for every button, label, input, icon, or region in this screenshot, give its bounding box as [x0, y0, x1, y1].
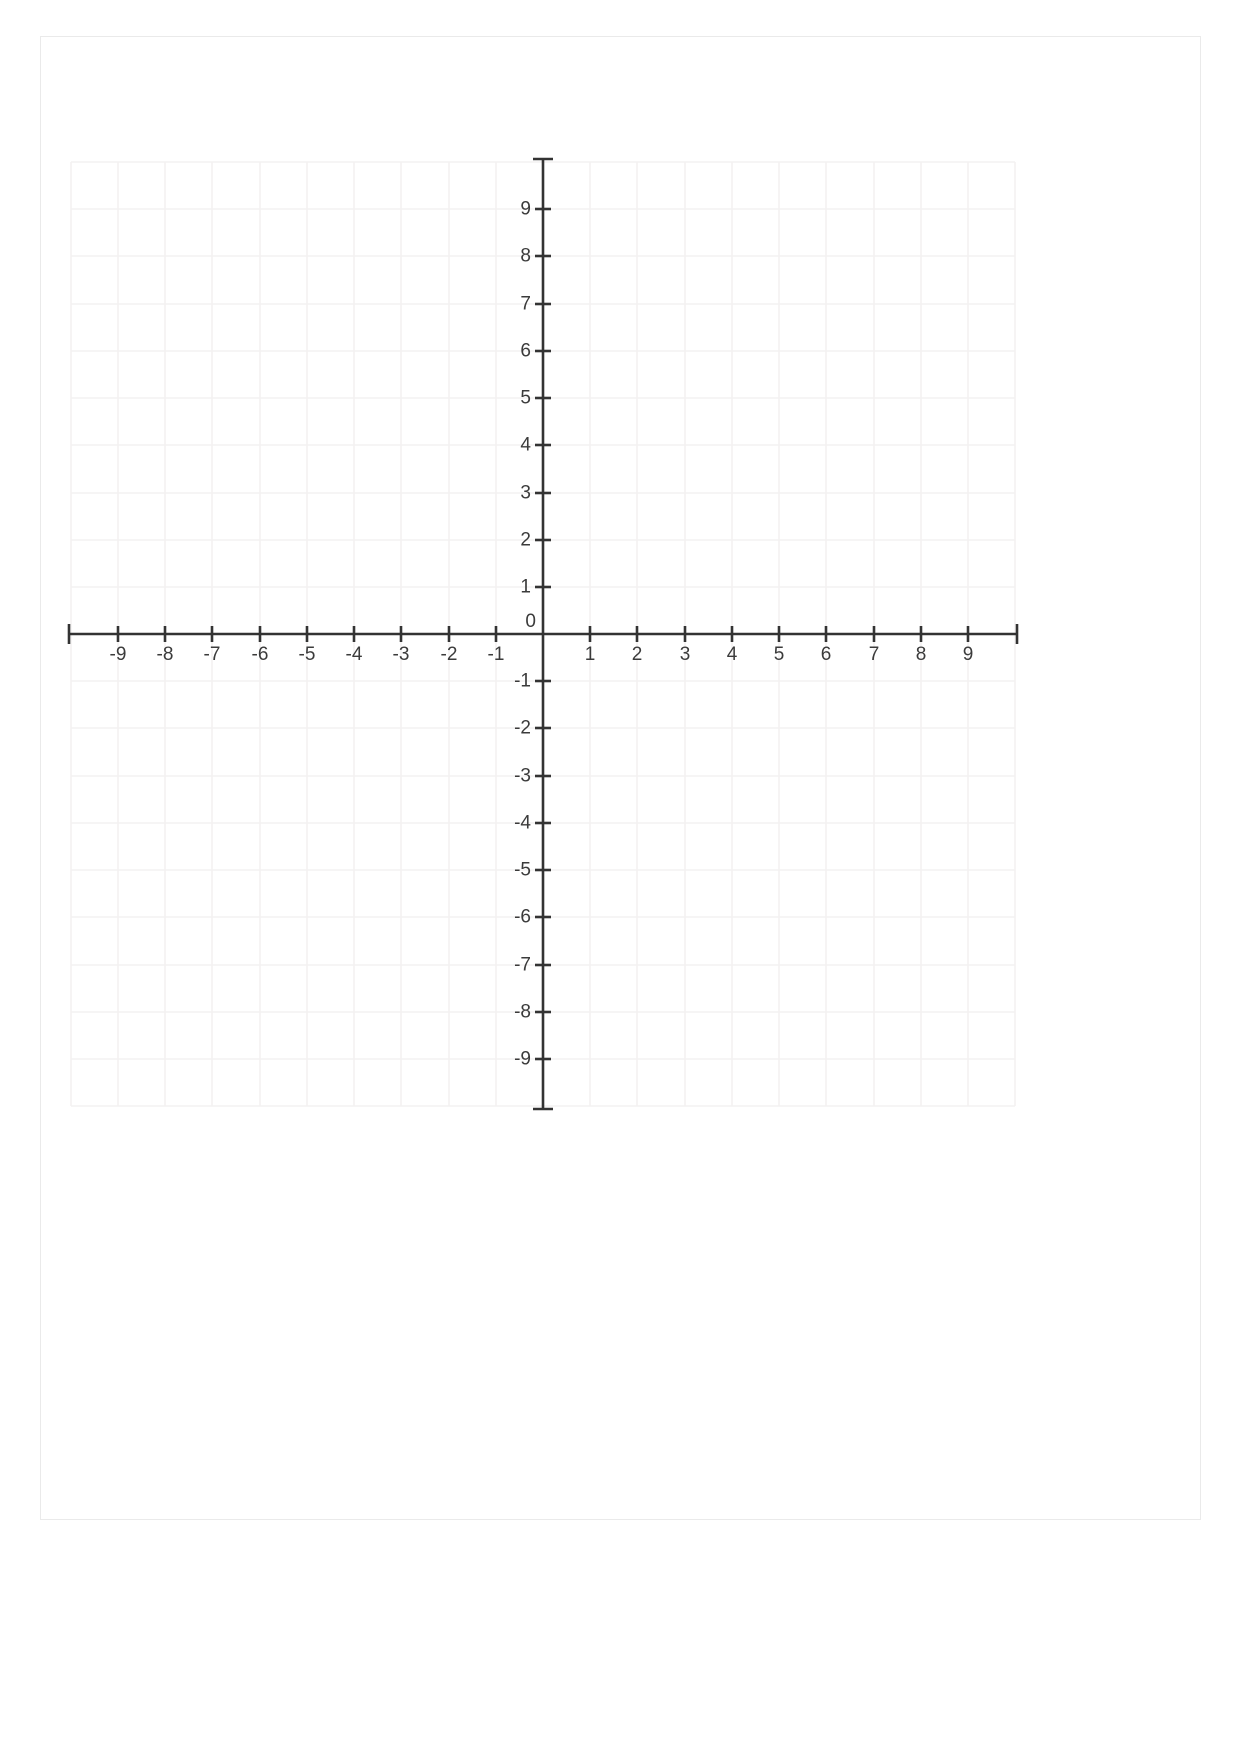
y-tick-label: -8 [514, 1001, 531, 1023]
x-tick-label: -2 [440, 644, 458, 665]
y-tick-label: -1 [514, 670, 531, 692]
x-tick-label: -9 [109, 644, 127, 665]
x-tick-label: 1 [584, 644, 596, 665]
y-tick-label: -5 [514, 859, 531, 881]
origin-label: 0 [525, 611, 536, 632]
y-tick-label: -2 [514, 717, 531, 739]
x-tick-label: 5 [773, 644, 785, 665]
y-tick-label: -7 [514, 954, 531, 976]
y-tick-label: 4 [520, 434, 531, 456]
x-tick-label: -4 [345, 644, 363, 665]
y-tick-label: 3 [520, 482, 531, 504]
y-tick-label: -3 [514, 765, 531, 787]
y-tick-label: 9 [520, 198, 531, 220]
y-tick-label: 5 [520, 387, 531, 409]
y-tick-label: -9 [514, 1048, 531, 1070]
y-tick-label: 7 [520, 293, 531, 315]
y-tick-label: -4 [514, 812, 531, 834]
x-tick-label: 2 [631, 644, 643, 665]
x-tick-label: -5 [298, 644, 316, 665]
y-tick-label: 6 [520, 340, 531, 362]
x-tick-label: -7 [203, 644, 221, 665]
y-tick-label: 2 [520, 529, 531, 551]
y-tick-label: 8 [520, 245, 531, 267]
x-tick-label: 8 [915, 644, 927, 665]
y-tick-label: -6 [514, 906, 531, 928]
x-tick-label: -8 [156, 644, 174, 665]
x-tick-label: 6 [820, 644, 832, 665]
x-tick-label: 9 [962, 644, 974, 665]
x-tick-label: 7 [868, 644, 880, 665]
y-tick-label: 1 [520, 576, 531, 598]
x-tick-label: -1 [487, 644, 505, 665]
x-tick-label: 4 [726, 644, 738, 665]
x-tick-label: -6 [251, 644, 269, 665]
x-tick-label: -3 [392, 644, 410, 665]
x-tick-label: 3 [679, 644, 691, 665]
